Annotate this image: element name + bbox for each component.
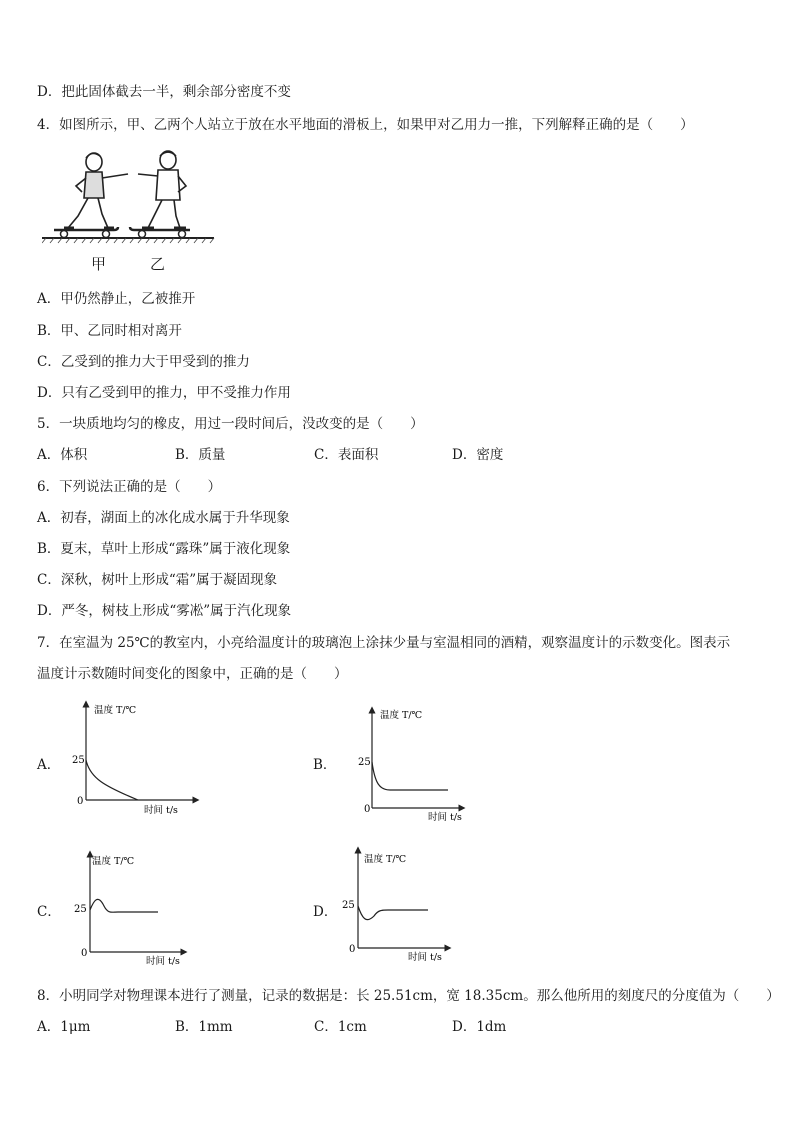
- q6-option-a: A．初春，湖面上的冰化成水属于升华现象: [37, 510, 290, 526]
- q6-option-b: B．夏末，草叶上形成“露珠”属于液化现象: [37, 541, 291, 557]
- q5-option-c: C．表面积: [314, 447, 379, 463]
- q7-option-c-label: C．: [37, 904, 61, 920]
- graph-b-origin: 0: [364, 804, 371, 815]
- q3-option-d: D．把此固体截去一半，剩余部分密度不变: [37, 84, 291, 100]
- graph-b-xlabel: 时间 t/s: [428, 812, 462, 823]
- q4-stem: 4．如图所示，甲、乙两个人站立于放在水平地面的滑板上，如果甲对乙用力一推，下列解释正确的是（ ）: [37, 117, 694, 133]
- q5-stem: 5．一块质地均匀的橡皮，用过一段时间后，没改变的是（ ）: [37, 416, 424, 432]
- graph-d: [336, 844, 476, 966]
- q7-option-d-label: D．: [313, 904, 338, 920]
- graph-a-xlabel: 时间 t/s: [144, 805, 178, 816]
- graph-b: [342, 704, 482, 826]
- q4-option-d: D．只有乙受到甲的推力，甲不受推力作用: [37, 385, 291, 401]
- q7-stem-line2: 温度计示数随时间变化的图象中，正确的是（ ）: [37, 666, 348, 682]
- graph-a-origin: 0: [77, 796, 84, 807]
- graph-c-ytick: 25: [74, 904, 87, 915]
- q4-option-b: B．甲、乙同时相对离开: [37, 323, 182, 339]
- q8-option-a: A．1μm: [37, 1019, 91, 1035]
- q6-option-c: C．深秋，树叶上形成“霜”属于凝固现象: [37, 572, 278, 588]
- skateboard-illustration: [42, 150, 222, 250]
- q4-option-c: C．乙受到的推力大于甲受到的推力: [37, 354, 250, 370]
- graph-a: [64, 700, 204, 820]
- q5-option-b: B．质量: [175, 447, 226, 463]
- graph-d-xlabel: 时间 t/s: [408, 952, 442, 963]
- q8-option-b: B．1mm: [175, 1019, 233, 1035]
- graph-a-curve: [86, 760, 138, 800]
- q7-option-b-label: B．: [313, 757, 337, 773]
- figure-label-jia: 甲: [91, 255, 107, 273]
- graph-d-curve: [358, 906, 428, 920]
- graph-d-ytick: 25: [342, 900, 355, 911]
- figure-label-yi: 乙: [150, 255, 166, 273]
- graph-a-ylabel: 温度 T/℃: [94, 705, 137, 716]
- graph-a-ytick: 25: [72, 755, 85, 766]
- q8-option-c: C．1cm: [314, 1019, 367, 1035]
- q5-option-d: D．密度: [452, 447, 504, 463]
- graph-b-ylabel: 温度 T/℃: [380, 710, 423, 721]
- graph-c-xlabel: 时间 t/s: [146, 956, 180, 967]
- graph-d-ylabel: 温度 T/℃: [364, 854, 407, 865]
- graph-b-ytick: 25: [358, 757, 371, 768]
- q6-option-d: D．严冬，树枝上形成“雾凇”属于汽化现象: [37, 603, 292, 619]
- graph-c-ylabel: 温度 T/℃: [92, 856, 135, 867]
- q6-stem: 6．下列说法正确的是（ ）: [37, 479, 222, 495]
- graph-c-origin: 0: [81, 948, 88, 959]
- graph-c-curve: [90, 899, 158, 912]
- q5-option-a: A．体积: [37, 447, 88, 463]
- skateboard-figure: [42, 150, 222, 254]
- q8-option-d: D．1dm: [452, 1019, 507, 1035]
- graph-b-curve: [372, 762, 448, 790]
- q7-stem-line1: 7．在室温为 25℃的教室内，小亮给温度计的玻璃泡上涂抹少量与室温相同的酒精，观察温度计的示数变化。图表示: [37, 635, 731, 651]
- graph-c: [64, 848, 204, 968]
- graph-d-origin: 0: [349, 944, 356, 955]
- q8-stem: 8．小明同学对物理课本进行了测量，记录的数据是：长 25.51cm，宽 18.35cm。那么他所用的刻度尺的分度值为（ ）: [37, 988, 780, 1004]
- q4-option-a: A．甲仍然静止，乙被推开: [37, 291, 196, 307]
- q7-option-a-label: A．: [37, 757, 61, 773]
